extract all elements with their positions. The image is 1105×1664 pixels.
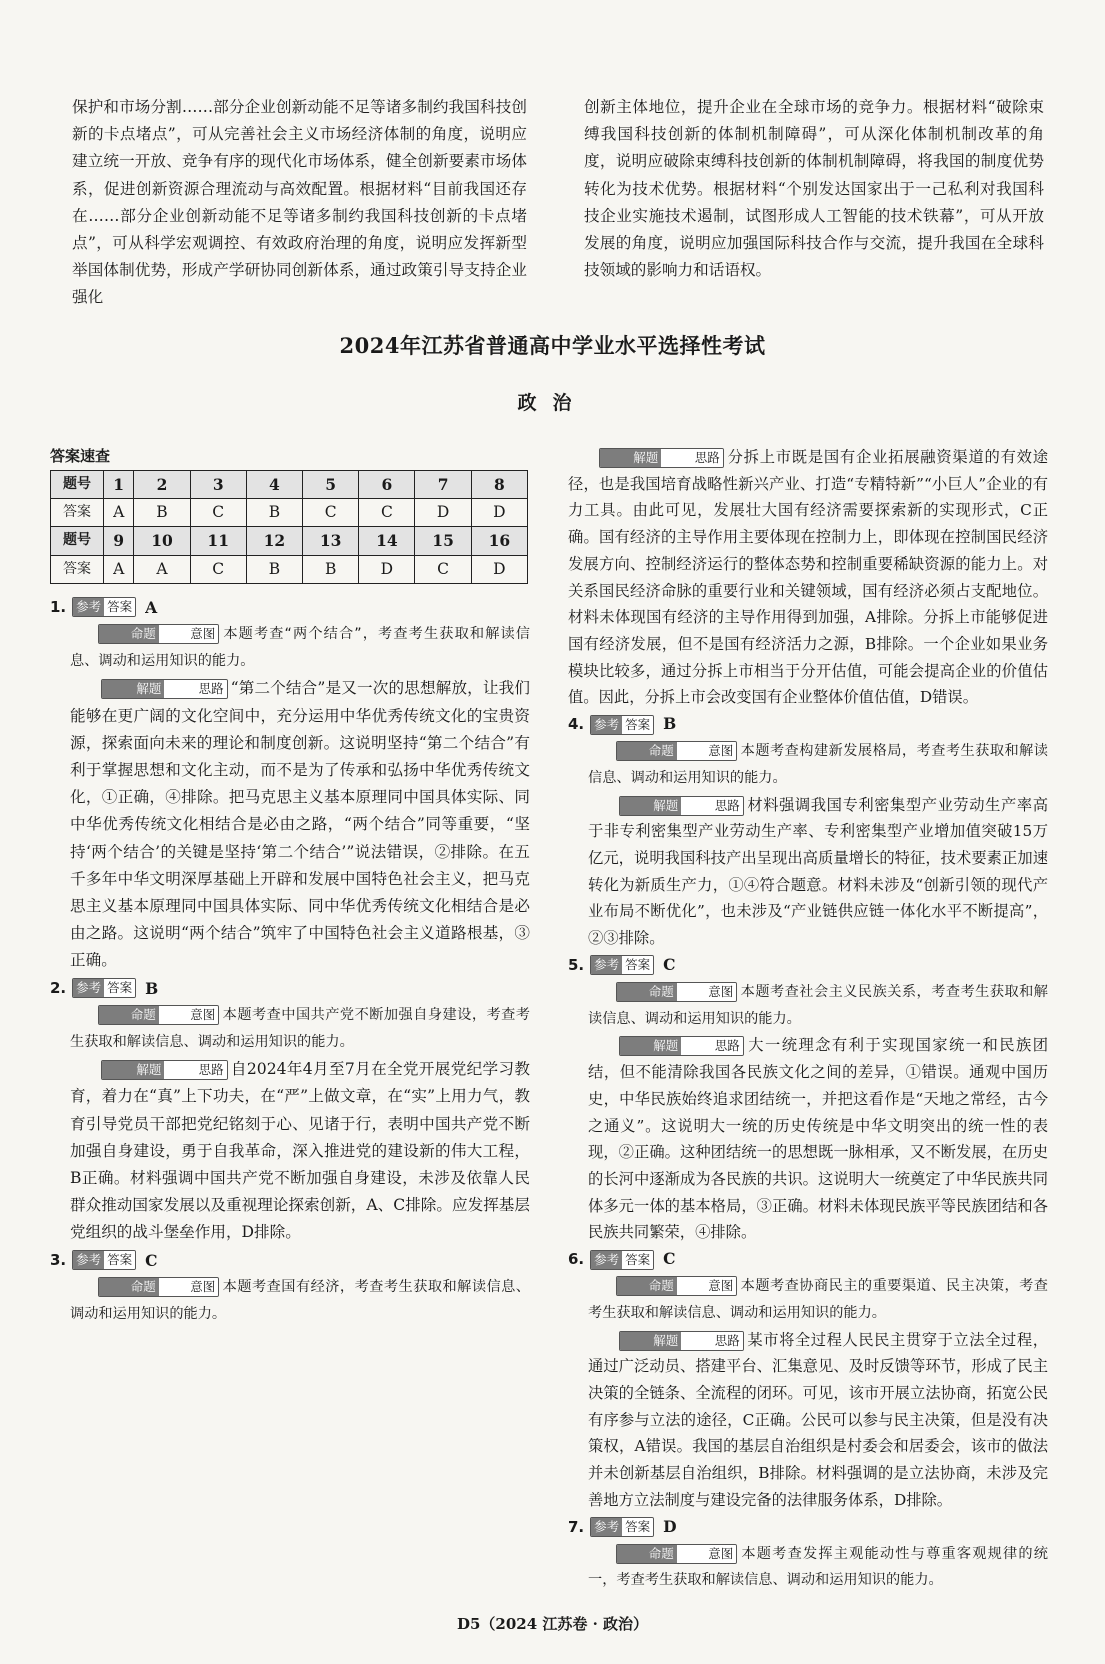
intent-block: 命题 意图 本题考查发挥主观能动性与尊重客观规律的统一，考查考生获取和解读信息、调动和运用知识的能力。 [588, 1545, 1048, 1589]
question-number: 1. [50, 597, 67, 616]
table-cell: C [303, 499, 359, 527]
thinking-block: 解题 思路 某市将全过程人民民主贯穿于立法全过程，通过广泛动员、搭建平台、汇集意见、及时反馈等环节，形成了民主决策的全链条、全流程的闭环。可见，该市开展立法协商，拓宽公民有序参与立法的途径，C正确。公民可以参与民主决策，但是没有决策权，A错误。我国的基层自治组织是村委会和居委会，该市的做法并未创新基层自治组织，B排除。材料强调的是立法协商，未涉及完善地方立法制度与建设完备的法律服务体系，D排除。 [588, 1330, 1048, 1509]
question-number: 5. [568, 956, 585, 975]
answer-table-question-row [51, 471, 528, 499]
table-cell: 2 [134, 471, 190, 499]
table-cell: A [104, 499, 134, 527]
table-cell: 10 [134, 527, 190, 555]
question-3-thinking-cont [568, 444, 1048, 711]
question-number: 2. [50, 978, 67, 997]
table-cell: 4 [246, 471, 302, 499]
question-3 [50, 1247, 530, 1329]
question-number: 7. [568, 1517, 585, 1536]
table-cell: C [415, 555, 471, 583]
table-cell: A [104, 555, 134, 583]
thinking-block: 解题 思路 分拆上市既是国有企业拓展融资渠道的有效途径，也是我国培育战略性新兴产业、打造“专精特新”“小巨人”企业的有力工具。由此可见，发展壮大国有经济需要探索新的实现形式，C正确。国有经济的主导作用主要体现在控制力上，即体现在控制国民经济发展方向、控制经济运行的整体态势和控制重要稀缺资源的能力上。对关系国民经济命脉的重要行业和关键领域，国有经济必须占支配地位。材料未体现国有经济的主导作用得到加强，A排除。分拆上市能够促进国有经济发展，但不是国有经济活力之源，B排除。一个企业如果业务模块比较多，通过分拆上市相当于分开估值，可能会提高企业的价值估值。因此，分拆上市会改变国有企业整体价值估值，D错误。 [568, 448, 1048, 707]
answer-table-question-row [51, 527, 528, 555]
table-cell: 5 [303, 471, 359, 499]
exam-title: 2024年江苏省普通高中学业水平选择性考试 [339, 333, 766, 358]
answer-letter: D [663, 1516, 677, 1536]
continued-paragraph-right: 创新主体地位，提升企业在全球市场的竞争力。根据材料“破除束缚我国科技创新的体制机制障碍”，可从深化体制机制改革的角度，说明应破除束缚科技创新的体制机制障碍，将我国的制度优势转化为技术优势。根据材料“个别发达国家出于一己私利对我国科技企业实施技术遏制，试图形成人工智能的技术铁幕”，可从开放发展的角度，说明应加强国际科技合作与交流，提升我国在全球科技领域的影响力和话语权。 [584, 98, 1044, 280]
intent-block: 命题 意图 本题考查构建新发展格局，考查考生获取和解读信息、调动和运用知识的能力。 [588, 743, 1048, 786]
continued-text-right [584, 94, 1044, 284]
answer-letter: A [145, 597, 158, 617]
intent-block: 命题 意图 本题考查社会主义民族关系，考查考生获取和解读信息、调动和运用知识的能力。 [588, 984, 1048, 1027]
answer-letter: C [663, 955, 676, 975]
intent-block: 命题 意图 本题考查中国共产党不断加强自身建设，考查考生获取和解读信息、调动和运用知识的能力。 [70, 1006, 530, 1051]
table-cell: 12 [246, 527, 302, 555]
answer-letter: C [663, 1249, 676, 1269]
table-cell: D [471, 499, 527, 527]
row-label: 题号 [51, 527, 104, 555]
table-cell: 1 [104, 471, 134, 499]
thinking-block: 解题 思路 “第二个结合”是又一次的思想解放，让我们能够在更广阔的文化空间中，充分运用中华优秀传统文化的宝贵资源，探索面向未来的理论和制度创新。这说明坚持“第二个结合”有利于掌握思想和文化主动，而不是为了传承和弘扬中华优秀传统文化，①正确，④排除。把马克思主义基本原理同中国具体实际、同中华优秀传统文化相结合是必由之路，“两个结合”同等重要，“坚持‘两个结合’的关键是坚持‘第二个结合’”说法错误，②排除。在五千多年中华文明深厚基础上开辟和发展中国特色社会主义，把马克思主义基本原理同中国具体实际、同中华优秀传统文化相结合是必由之路。这说明“两个结合”筑牢了中国特色社会主义道路根基，③正确。 [70, 679, 530, 970]
thinking-block: 解题 思路 大一统理念有利于实现国家统一和民族团结，但不能清除我国各民族文化之间的差异，①错误。通观中国历史，中华民族始终追求团结统一，并把这看作是“天地之常经，古今之通义”。这说明大一统的历史传统是中华文明突出的统一性的表现，②正确。这种团结统一的思想既一脉相承，又不断发展，在历史的长河中逐渐成为各民族的共识。这说明大一统奠定了中华民族共同体多元一体的基本格局，③正确。材料未体现民族平等民族团结和各民族共同繁荣，④排除。 [588, 1036, 1048, 1242]
table-cell: 16 [471, 527, 527, 555]
question-7 [568, 1514, 1048, 1595]
table-cell: B [134, 499, 190, 527]
continued-text-left [72, 94, 527, 312]
reference-answer-tag: 参考 答案 [590, 715, 654, 735]
table-cell: C [359, 499, 415, 527]
table-cell: 8 [471, 471, 527, 499]
table-cell: 15 [415, 527, 471, 555]
question-6 [568, 1246, 1048, 1514]
row-label: 题号 [51, 471, 104, 499]
reference-answer-tag: 参考 答案 [590, 955, 654, 975]
table-cell: 14 [359, 527, 415, 555]
table-cell: 7 [415, 471, 471, 499]
question-1 [50, 594, 530, 975]
table-cell: 9 [104, 527, 134, 555]
table-cell: C [190, 499, 246, 527]
thinking-block: 解题 思路 自2024年4月至7月在全党开展党纪学习教育，着力在“真”上下功夫，在“严”上做文章，在“实”上用力气，教育引导党员干部把党纪铭刻于心、见诸于行，表明中国共产党不断加强自身建设，勇于自我革命，深入推进党的建设新的伟大工程，B正确。材料强调中国共产党不断加强自身建设，未涉及依靠人民群众推动国家发展以及重视理论探索创新，A、C排除。应发挥基层党组织的战斗堡垒作用，D排除。 [70, 1060, 530, 1242]
table-cell: B [303, 555, 359, 583]
table-cell: 3 [190, 471, 246, 499]
row-label: 答案 [51, 555, 104, 583]
answer-letter: B [145, 978, 159, 998]
reference-answer-tag: 参考 答案 [590, 1517, 654, 1537]
table-cell: B [246, 555, 302, 583]
table-cell: 11 [190, 527, 246, 555]
answer-table [50, 470, 528, 584]
table-cell: B [246, 499, 302, 527]
reference-answer-tag: 参考 答案 [72, 597, 136, 617]
question-number: 6. [568, 1250, 585, 1269]
question-2 [50, 975, 530, 1247]
subject-title: 政治 [517, 392, 588, 414]
left-column [50, 444, 530, 1328]
intent-block: 命题 意图 本题考查“两个结合”，考查考生获取和解读信息、调动和运用知识的能力。 [70, 626, 530, 670]
answer-letter: C [145, 1250, 158, 1270]
right-column [568, 444, 1048, 1594]
table-cell: C [190, 555, 246, 583]
question-number: 3. [50, 1250, 67, 1269]
intent-block: 命题 意图 本题考查协商民主的重要渠道、民主决策，考查考生获取和解读信息、调动和运用知识的能力。 [588, 1278, 1048, 1321]
question-5 [568, 952, 1048, 1246]
page-footer: D5（2024 江苏卷 · 政治） [456, 1615, 649, 1633]
reference-answer-tag: 参考 答案 [72, 1250, 136, 1270]
answer-letter: B [663, 714, 677, 734]
row-label: 答案 [51, 499, 104, 527]
question-number: 4. [568, 715, 585, 734]
answer-table-answer-row [51, 499, 528, 527]
question-4 [568, 711, 1048, 952]
table-cell: A [134, 555, 190, 583]
answer-table-answer-row [51, 555, 528, 583]
continued-paragraph-left: 保护和市场分割……部分企业创新动能不足等诸多制约我国科技创新的卡点堵点”，可从完善社会主义市场经济体制的角度，说明应建立统一开放、竞争有序的现代化市场体系，健全创新要素市场体系，促进创新资源合理流动与高效配置。根据材料“目前我国还存在……部分企业创新动能不足等诸多制约我国科技创新的卡点堵点”，可从科学宏观调控、有效政府治理的角度，说明应发挥新型举国体制优势，形成产学研协同创新体系，通过政策引导支持企业强化 [72, 98, 527, 307]
reference-answer-tag: 参考 答案 [590, 1250, 654, 1270]
table-cell: D [359, 555, 415, 583]
intent-block: 命题 意图 本题考查国有经济，考查考生获取和解读信息、调动和运用知识的能力。 [70, 1278, 530, 1323]
table-cell: D [471, 555, 527, 583]
thinking-block: 解题 思路 材料强调我国专利密集型产业劳动生产率高于非专利密集型产业劳动生产率、专利密集型产业增加值突破15万亿元，说明我国科技产出呈现出高质量增长的特征，技术要素正加速转化为新质生产力，①④符合题意。材料未涉及“创新引领的现代产业布局不断优化”，也未涉及“产业链供应链一体化水平不断提高”，②③排除。 [588, 795, 1048, 948]
table-cell: 13 [303, 527, 359, 555]
reference-answer-tag: 参考 答案 [72, 978, 136, 998]
table-cell: 6 [359, 471, 415, 499]
table-cell: D [415, 499, 471, 527]
answer-section-title: 答案速查 [50, 447, 111, 465]
